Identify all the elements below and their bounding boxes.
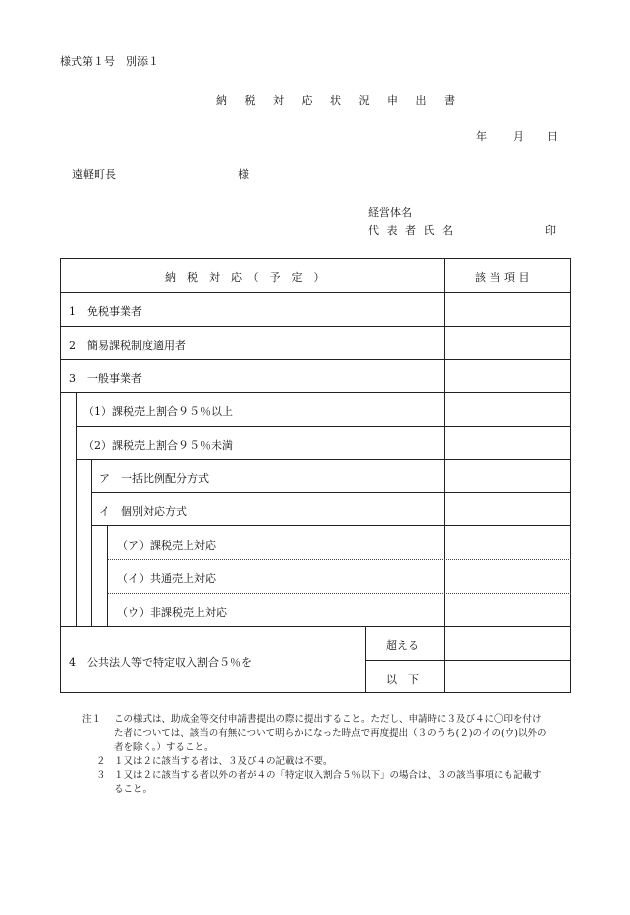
representative-label: 代 表 者 氏 名 (368, 224, 455, 237)
indent-line (91, 459, 92, 626)
row-taxable-sales: （ア）課税売上対応 (117, 539, 216, 552)
row-general-business: 3 一般事業者 (69, 372, 142, 385)
note-1-line-2: た者については、該当の有無について明らかになった時点で再度提出（３のうち(２)のイの(ウ)以外の (114, 728, 547, 739)
note-3-line-1: １又は２に該当する者以外の者が４の「特定収入割合５％以下」の場合は、３の該当事項にも記載す (114, 770, 542, 781)
note-3-label: ３ (96, 770, 106, 781)
row-lump-sum-method: ア 一括比例配分方式 (99, 472, 209, 485)
row-divider-dotted (107, 559, 571, 560)
row-divider (61, 326, 571, 327)
note-1-label: 注１ (82, 714, 102, 725)
row-taxable-ratio-95-above: （1）課税売上割合９５％以上 (83, 405, 233, 418)
page-title: 納 税 対 応 状 況 申 出 書 (216, 94, 462, 107)
tax-status-table (60, 258, 571, 693)
date-day-label: 日 (547, 130, 558, 143)
row4-below: 以 下 (386, 673, 419, 686)
column-divider (444, 259, 445, 693)
business-name-label: 経営体名 (368, 206, 412, 219)
row4-exceeds: 超える (386, 639, 419, 652)
row-divider (91, 492, 571, 493)
seal-mark: 印 (545, 224, 556, 237)
row-common-sales: （イ）共通売上対応 (117, 572, 216, 585)
row-public-corporation: 4 公共法人等で特定収入割合５％を (69, 656, 252, 669)
notes (82, 713, 574, 797)
row-non-taxable-sales: （ウ）非課税売上対応 (117, 606, 227, 619)
row-simplified-tax: 2 簡易課税制度適用者 (69, 339, 186, 352)
row-divider (61, 292, 571, 293)
row-divider (76, 459, 571, 460)
form-number: 様式第１号 別添１ (60, 55, 159, 68)
row-divider (61, 626, 571, 627)
row-tax-exempt: 1 免税事業者 (69, 305, 142, 318)
row-divider (61, 359, 571, 360)
note-1-line-1: この様式は、助成金等交付申請書提出の際に提出すること。ただし、申請時に３及び４に〇印を付け (114, 714, 542, 725)
row-individual-method: イ 個別対応方式 (99, 505, 187, 518)
date-month-label: 月 (513, 130, 524, 143)
row-divider (365, 660, 571, 661)
row4-split-line (365, 626, 366, 693)
note-1-line-3: 者を除く。）すること。 (114, 742, 214, 753)
row-divider (76, 426, 571, 427)
note-2-line-1: １又は２に該当する者は、３及び４の記載は不要。 (114, 756, 333, 767)
note-3-line-2: ること。 (114, 784, 153, 795)
note-2-label: ２ (96, 756, 106, 767)
row-divider (61, 392, 571, 393)
date-year-label: 年 (476, 130, 487, 143)
addressee: 遠軽町長 (72, 168, 116, 181)
column-header-tax-handling: 納 税 対 応 （ 予 定 ） (165, 271, 325, 284)
indent-line (76, 392, 77, 626)
honorific: 様 (238, 168, 249, 181)
row-divider (91, 525, 571, 526)
indent-line (107, 525, 108, 626)
column-header-applicable: 該 当 項 目 (475, 271, 530, 284)
row-divider-dotted (107, 593, 571, 594)
row-taxable-ratio-95-below: （2）課税売上割合９５％未満 (83, 439, 233, 452)
